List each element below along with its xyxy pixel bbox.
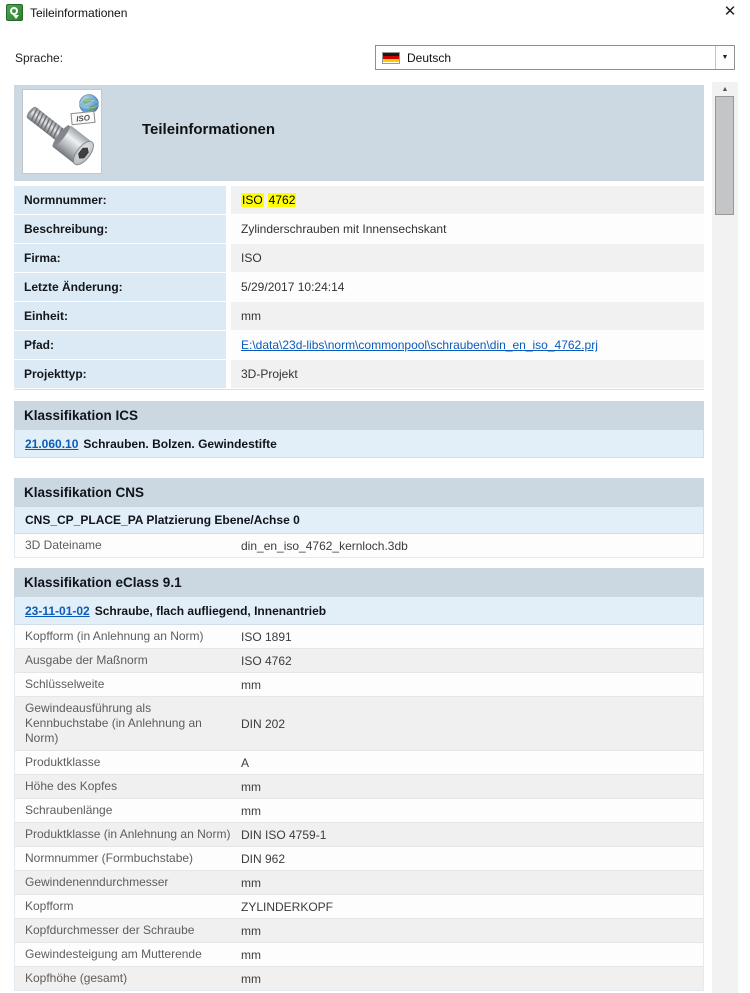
info-value: 5/29/2017 10:24:14 bbox=[231, 273, 704, 301]
info-value bbox=[231, 331, 704, 359]
attribute-row bbox=[15, 943, 703, 967]
german-flag-icon bbox=[382, 52, 400, 64]
attribute-value: A bbox=[241, 755, 250, 770]
info-row bbox=[14, 186, 704, 214]
language-label: Sprache: bbox=[15, 51, 64, 65]
scrollbar-thumb[interactable] bbox=[715, 96, 734, 215]
section-ics bbox=[14, 401, 704, 458]
language-dropdown-button[interactable] bbox=[715, 46, 734, 69]
language-selected-value: Deutsch bbox=[407, 50, 452, 65]
info-value: ISO bbox=[231, 244, 704, 272]
attribute-value: DIN 962 bbox=[241, 851, 286, 866]
section-eclass-title: Klassifikation eClass 9.1 bbox=[14, 568, 704, 597]
eclass-code-link[interactable]: 23-11-01-02 bbox=[25, 603, 90, 618]
attribute-label: Schraubenlänge bbox=[25, 803, 113, 817]
eclass-attribute-table bbox=[14, 625, 704, 991]
attribute-label: Gewindeausführung als Kennbuchstabe (in Anlehnung an Norm) bbox=[25, 701, 202, 745]
attribute-row bbox=[15, 673, 703, 697]
attribute-value: mm bbox=[241, 947, 261, 962]
attribute-label: Produktklasse (in Anlehnung an Norm) bbox=[25, 827, 231, 841]
attribute-label: Gewindesteigung am Mutterende bbox=[25, 947, 202, 961]
info-value: mm bbox=[231, 302, 704, 330]
attribute-row bbox=[15, 625, 703, 649]
close-icon[interactable]: ✕ bbox=[723, 3, 737, 20]
attribute-label: 3D Dateiname bbox=[25, 538, 102, 552]
window-title: Teileinformationen bbox=[30, 6, 128, 20]
attribute-label: Kopfhöhe (gesamt) bbox=[25, 971, 128, 985]
info-value: Zylinderschrauben mit Innensechskant bbox=[231, 215, 704, 243]
app-icon bbox=[6, 4, 23, 21]
language-select[interactable] bbox=[375, 45, 735, 70]
info-label: Pfad: bbox=[14, 331, 226, 359]
content-area bbox=[14, 85, 704, 991]
info-row bbox=[14, 215, 704, 243]
info-label: Letzte Änderung: bbox=[14, 273, 226, 301]
attribute-value: DIN 202 bbox=[241, 716, 286, 731]
info-label: Firma: bbox=[14, 244, 226, 272]
attribute-row bbox=[15, 697, 703, 751]
iso-label: ISO bbox=[70, 111, 95, 125]
attribute-row bbox=[15, 919, 703, 943]
section-cns bbox=[14, 478, 704, 558]
attribute-row bbox=[15, 895, 703, 919]
attribute-label: Höhe des Kopfes bbox=[25, 779, 118, 793]
attribute-value: mm bbox=[241, 677, 261, 692]
attribute-value: mm bbox=[241, 923, 261, 938]
vertical-scrollbar[interactable] bbox=[712, 82, 738, 993]
highlighted-text: 4762 bbox=[268, 193, 296, 207]
info-row bbox=[14, 331, 704, 359]
attribute-value: ISO 1891 bbox=[241, 629, 292, 644]
attribute-row bbox=[15, 775, 703, 799]
attribute-label: Normnummer (Formbuchstabe) bbox=[25, 851, 194, 865]
chevron-up-icon: ▲ bbox=[721, 86, 729, 93]
section-cns-title: Klassifikation CNS bbox=[14, 478, 704, 507]
scroll-up-button[interactable] bbox=[712, 82, 738, 97]
attribute-label: Gewindenenndurchmesser bbox=[25, 875, 169, 889]
attribute-label: Kopfdurchmesser der Schraube bbox=[25, 923, 195, 937]
attribute-row bbox=[15, 823, 703, 847]
info-label: Normnummer: bbox=[14, 186, 226, 214]
attribute-label: Ausgabe der Maßnorm bbox=[25, 653, 148, 667]
chevron-down-icon: ▼ bbox=[721, 54, 729, 61]
eclass-classification-row bbox=[14, 597, 704, 625]
attribute-row bbox=[15, 871, 703, 895]
attribute-value: mm bbox=[241, 779, 261, 794]
cns-attribute-table bbox=[14, 534, 704, 558]
part-header-panel bbox=[14, 85, 704, 181]
info-value bbox=[231, 186, 704, 214]
info-row bbox=[14, 360, 704, 388]
attribute-row bbox=[15, 751, 703, 775]
attribute-value: mm bbox=[241, 875, 261, 890]
attribute-row bbox=[15, 799, 703, 823]
cns-class-row: CNS_CP_PLACE_PA Platzierung Ebene/Achse 0 bbox=[14, 507, 704, 534]
highlighted-text: ISO bbox=[242, 193, 263, 207]
attribute-row bbox=[15, 649, 703, 673]
titlebar bbox=[0, 0, 750, 26]
ics-classification-row bbox=[14, 430, 704, 458]
attribute-value: DIN ISO 4759-1 bbox=[241, 827, 327, 842]
attribute-label: Schlüsselweite bbox=[25, 677, 105, 691]
ics-class-text: Schrauben. Bolzen. Gewindestifte bbox=[83, 436, 277, 451]
attribute-value: ISO 4762 bbox=[241, 653, 292, 668]
attribute-value: mm bbox=[241, 971, 261, 986]
info-label: Projekttyp: bbox=[14, 360, 226, 388]
path-link[interactable]: E:\data\23d-libs\norm\commonpool\schrauben\din_en_iso_4762.prj bbox=[241, 338, 598, 352]
attribute-label: Kopfform (in Anlehnung an Norm) bbox=[25, 629, 204, 643]
section-eclass bbox=[14, 568, 704, 991]
info-label: Beschreibung: bbox=[14, 215, 226, 243]
attribute-row bbox=[15, 967, 703, 990]
eclass-class-text: Schraube, flach aufliegend, Innenantrieb bbox=[94, 603, 327, 618]
part-preview-image bbox=[22, 89, 102, 174]
attribute-value: mm bbox=[241, 803, 261, 818]
attribute-row bbox=[15, 847, 703, 871]
info-label: Einheit: bbox=[14, 302, 226, 330]
info-value: 3D-Projekt bbox=[231, 360, 704, 388]
attribute-value: din_en_iso_4762_kernloch.3db bbox=[241, 538, 408, 553]
page-title: Teileinformationen bbox=[142, 121, 276, 138]
info-row bbox=[14, 273, 704, 301]
section-ics-title: Klassifikation ICS bbox=[14, 401, 704, 430]
attribute-row bbox=[15, 534, 703, 557]
info-table bbox=[14, 186, 704, 390]
attribute-value: ZYLINDERKOPF bbox=[241, 899, 334, 914]
attribute-label: Kopfform bbox=[25, 899, 74, 913]
ics-code-link[interactable]: 21.060.10 bbox=[25, 436, 79, 451]
info-row bbox=[14, 244, 704, 272]
catalog-badge bbox=[69, 92, 101, 126]
attribute-label: Produktklasse bbox=[25, 755, 101, 769]
info-row bbox=[14, 302, 704, 330]
